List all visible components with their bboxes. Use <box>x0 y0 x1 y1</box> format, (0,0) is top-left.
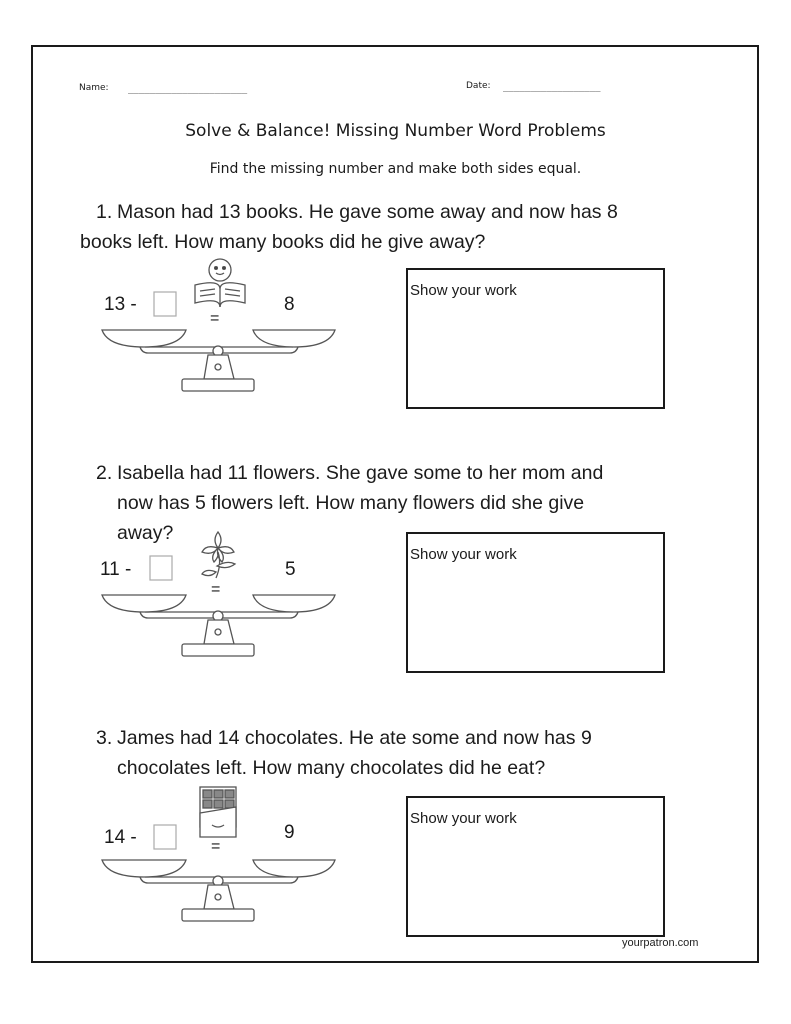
problem-3-balance-scale <box>100 785 340 934</box>
problem-2-work-box[interactable] <box>406 532 665 673</box>
problem-2-line-3: away? <box>117 522 174 544</box>
problem-3-work-box[interactable] <box>406 796 665 937</box>
problem-1-work-box[interactable] <box>406 268 665 409</box>
book-reading-icon <box>195 259 245 307</box>
problem-1-missing-number-box <box>154 292 176 316</box>
problem-2-right-value: 5 <box>285 559 296 580</box>
problem-2-number: 2. <box>96 462 113 484</box>
page-title: Solve & Balance! Missing Number Word Problems <box>185 121 606 141</box>
problem-1-line-2: books left. How many books did he give away? <box>80 231 486 253</box>
problem-2-left-expression: 11 - <box>100 559 132 580</box>
date-label: Date: <box>466 81 491 91</box>
problem-2-missing-number-box <box>150 556 172 580</box>
problem-1-equals-sign: = <box>210 310 220 327</box>
name-label: Name: <box>79 83 109 93</box>
problem-3-missing-number-box <box>154 825 176 849</box>
problem-3-right-value: 9 <box>284 822 295 843</box>
problem-2-line-1: Isabella had 11 flowers. She gave some to her mom and <box>117 462 604 484</box>
problem-3-equals-sign: = <box>211 838 221 855</box>
name-line[interactable]: ______________________ <box>128 85 248 95</box>
date-line[interactable]: __________________ <box>503 83 601 93</box>
problem-2-work-label: Show your work <box>410 546 517 563</box>
problem-3-line-2: chocolates left. How many chocolates did he eat? <box>117 757 546 779</box>
footer-site: yourpatron.com <box>622 937 699 949</box>
problem-1-number: 1. <box>96 201 113 223</box>
chocolate-bar-icon <box>200 787 236 837</box>
flower-icon <box>202 532 235 578</box>
page-subtitle: Find the missing number and make both sides equal. <box>209 161 582 177</box>
problem-2-line-2: now has 5 flowers left. How many flowers did she give <box>117 492 585 514</box>
problem-1-line-1: Mason had 13 books. He gave some away and now has 8 <box>117 201 618 223</box>
problem-1-right-value: 8 <box>284 294 295 315</box>
problem-1-balance-scale <box>100 255 340 404</box>
problem-1-work-label: Show your work <box>410 282 517 299</box>
problem-3-left-expression: 14 - <box>104 827 137 848</box>
problem-3-work-label: Show your work <box>410 810 517 827</box>
problem-2-equals-sign: = <box>211 581 221 598</box>
problem-3-line-1: James had 14 chocolates. He ate some and now has 9 <box>117 727 592 749</box>
problem-1-left-expression: 13 - <box>104 294 137 315</box>
problem-3-number: 3. <box>96 727 113 749</box>
